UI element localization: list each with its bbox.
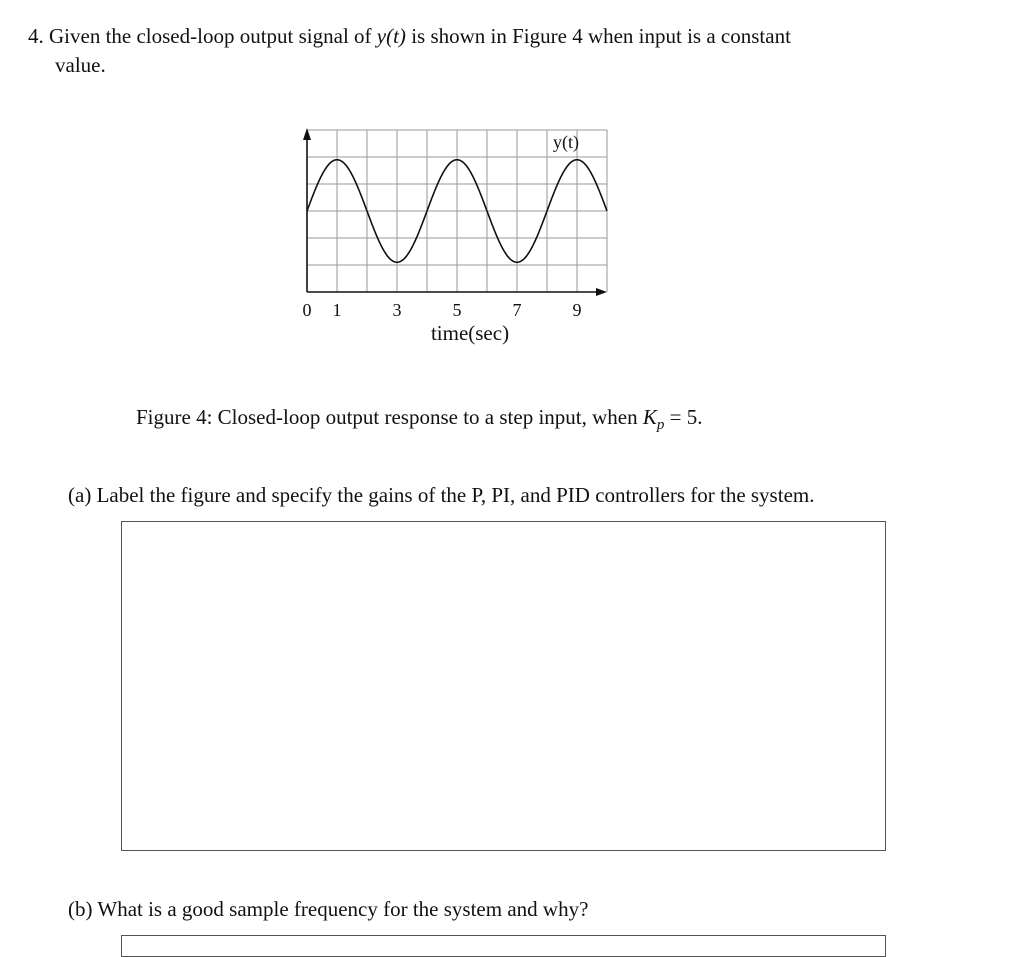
part-b-prompt [68, 895, 588, 923]
question-text-before: Given the closed-loop output signal of [49, 24, 372, 48]
plot-grid [307, 130, 607, 292]
plot-axes [303, 128, 607, 296]
figure-caption [136, 403, 702, 439]
x-tick-label: 5 [452, 300, 462, 320]
part-b-answer-box[interactable] [121, 935, 886, 957]
question-number: 4. [28, 24, 44, 48]
caption-gain-symbol: K [642, 405, 657, 429]
caption-text: Figure 4: Closed-loop output response to a step input, when [136, 405, 638, 429]
question-text-after: is shown in Figure 4 when input is a constant [411, 24, 791, 48]
y-axis-label: y(t) [553, 132, 579, 152]
x-axis-arrow [596, 288, 607, 296]
question-line-2: value. [55, 53, 106, 77]
part-a-prompt [68, 481, 814, 509]
x-tick-label: 7 [512, 300, 522, 320]
response-plot [0, 0, 1024, 400]
x-axis-label: time(sec) [430, 321, 510, 345]
part-b-label: (b) [68, 897, 93, 921]
x-tick-label: 3 [392, 300, 402, 320]
question-signal: y(t) [376, 24, 406, 48]
caption-gain-value: = 5. [664, 405, 703, 429]
part-a-answer-box[interactable] [121, 521, 886, 851]
part-a-label: (a) [68, 483, 92, 507]
x-tick-label: 1 [332, 300, 342, 320]
x-tick-label: 9 [572, 300, 582, 320]
x-tick-label: 0 [302, 300, 312, 320]
part-a-text: Label the figure and specify the gains of the P, PI, and PID controllers for the system. [96, 483, 815, 507]
part-b-text: What is a good sample frequency for the system and why? [97, 897, 589, 921]
caption-gain-subscript: p [656, 417, 665, 434]
